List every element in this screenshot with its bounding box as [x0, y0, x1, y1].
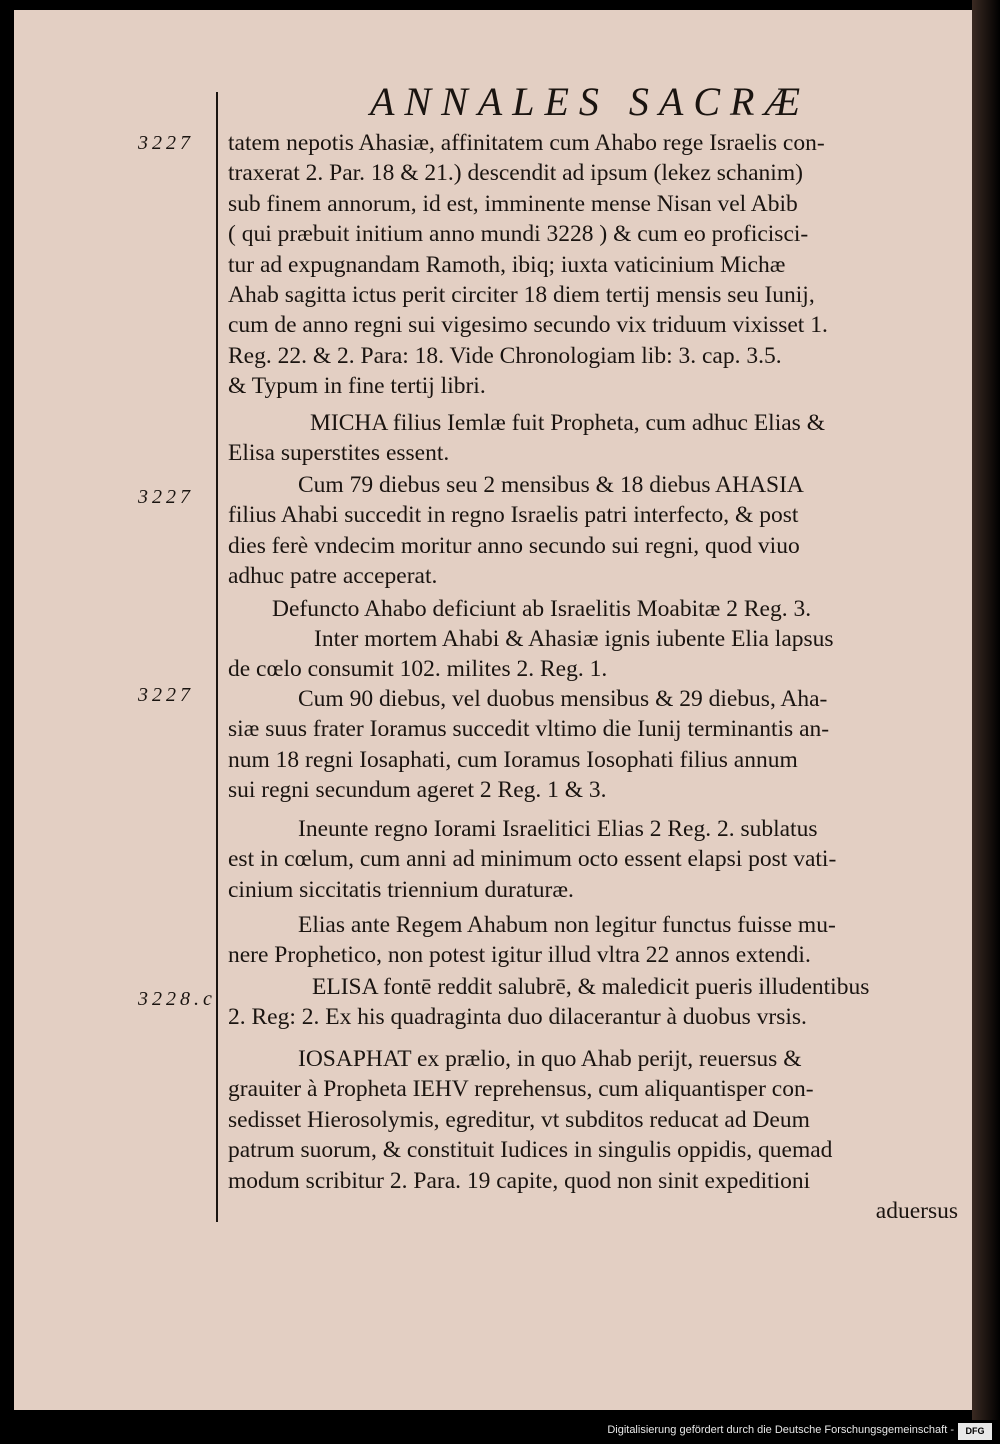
text-line: tur ad expugnandam Ramoth, ibiq; iuxta vaticinium Michæ: [228, 251, 786, 278]
text-line: 2. Reg: 2. Ex his quadraginta duo dilacerantur à duobus vrsis.: [228, 1004, 807, 1031]
catchword: aduersus: [875, 1198, 958, 1225]
margin-year-4: 3228.c: [138, 988, 216, 1010]
text-line: ( qui præbuit initium anno mundi 3228 ) & cum eo proficisci-: [228, 221, 809, 248]
text-line: num 18 regni Iosaphati, cum Ioramus Iosophati filius annum: [228, 746, 798, 773]
text-line: sedisset Hierosolymis, egreditur, vt subditos reducat ad Deum: [228, 1106, 810, 1133]
text-line: Elisa superstites essent.: [228, 440, 450, 467]
running-title: ANNALES SACRÆ: [370, 79, 811, 124]
margin-year-1: 3227: [138, 132, 194, 154]
text-line: Elias ante Regem Ahabum non legitur functus fuisse mu-: [298, 912, 836, 938]
paragraph-9: [228, 972, 958, 1033]
paragraph-8: [228, 910, 958, 971]
paragraph-10: [228, 1044, 958, 1226]
text-line: Ahab sagitta ictus perit circiter 18 diem tertij mensis seu Iunij,: [228, 282, 815, 309]
page-edge-shadow: [972, 0, 1000, 1420]
dfg-logo: DFG: [958, 1423, 992, 1440]
text-line: dies ferè vndecim moritur anno secundo sui regni, quod viuo: [228, 532, 800, 559]
text-line: patrum suorum, & constituit Iudices in singulis oppidis, quemad: [228, 1137, 833, 1164]
paragraph-3: [228, 470, 958, 592]
text-line: Cum 79 diebus seu 2 mensibus & 18 diebus AHASIA: [298, 472, 804, 498]
text-line: MICHA filius Iemlæ fuit Propheta, cum adhuc Elias &: [310, 410, 825, 436]
text-line: Reg. 22. & 2. Para: 18. Vide Chronologiam lib: 3. cap. 3.5.: [228, 342, 782, 369]
paragraph-1: [228, 128, 958, 402]
text-line: filius Ahabi succedit in regno Israelis patri interfecto, & post: [228, 502, 799, 529]
margin-year-3: 3227: [138, 684, 194, 706]
paragraph-2: [228, 408, 958, 469]
text-line: sui regni secundum ageret 2 Reg. 1 & 3.: [228, 777, 607, 804]
text-line: adhuc patre acceperat.: [228, 563, 438, 590]
text-line: nere Prophetico, non potest igitur illud vltra 22 annos extendi.: [228, 942, 811, 969]
margin-year-2: 3227: [138, 486, 194, 508]
text-line: est in cœlum, cum anni ad minimum octo essent elapsi post vati-: [228, 846, 837, 873]
paragraph-5: [228, 624, 958, 685]
text-line: IOSAPHAT ex prælio, in quo Ahab perijt, reuersus &: [298, 1046, 802, 1072]
text-line: cinium siccitatis triennium duraturæ.: [228, 876, 574, 903]
text-line: modum scribitur 2. Para. 19 capite, quod non sinit expeditioni: [228, 1167, 811, 1194]
text-line: Inter mortem Ahabi & Ahasiæ ignis iubente Elia lapsus: [314, 626, 834, 652]
text-line: ELISA fontē reddit salubrē, & maledicit pueris illudentibus: [312, 974, 870, 1000]
text-line: de cœlo consumit 102. milites 2. Reg. 1.: [228, 656, 608, 683]
footer-bar: [0, 1420, 1000, 1444]
text-line: Defuncto Ahabo deficiunt ab Israelitis Moabitæ 2 Reg. 3.: [272, 596, 812, 622]
margin-rule: [216, 92, 218, 1222]
text-line: traxerat 2. Par. 18 & 21.) descendit ad ipsum (lekez schanim): [228, 160, 803, 187]
text-line: & Typum in fine tertij libri.: [228, 373, 486, 400]
text-line: grauiter à Propheta IEHV reprehensus, cum aliquantisper con-: [228, 1076, 814, 1103]
text-line: sub finem annorum, id est, imminente mense Nisan vel Abib: [228, 190, 798, 217]
text-line: Cum 90 diebus, vel duobus mensibus & 29 diebus, Aha-: [298, 686, 828, 712]
text-line: tatem nepotis Ahasiæ, affinitatem cum Ahabo rege Israelis con-: [228, 130, 825, 156]
paragraph-6: [228, 684, 958, 806]
footer-credit: Digitalisierung gefördert durch die Deutsche Forschungsgemeinschaft -: [607, 1424, 954, 1436]
paragraph-4: [228, 594, 958, 624]
text-line: Ineunte regno Iorami Israelitici Elias 2 Reg. 2. sublatus: [298, 816, 818, 842]
text-line: cum de anno regni sui vigesimo secundo vix triduum vixisset 1.: [228, 312, 828, 339]
paragraph-7: [228, 814, 958, 905]
text-line: siæ suus frater Ioramus succedit vltimo die Iunij terminantis an-: [228, 716, 830, 743]
